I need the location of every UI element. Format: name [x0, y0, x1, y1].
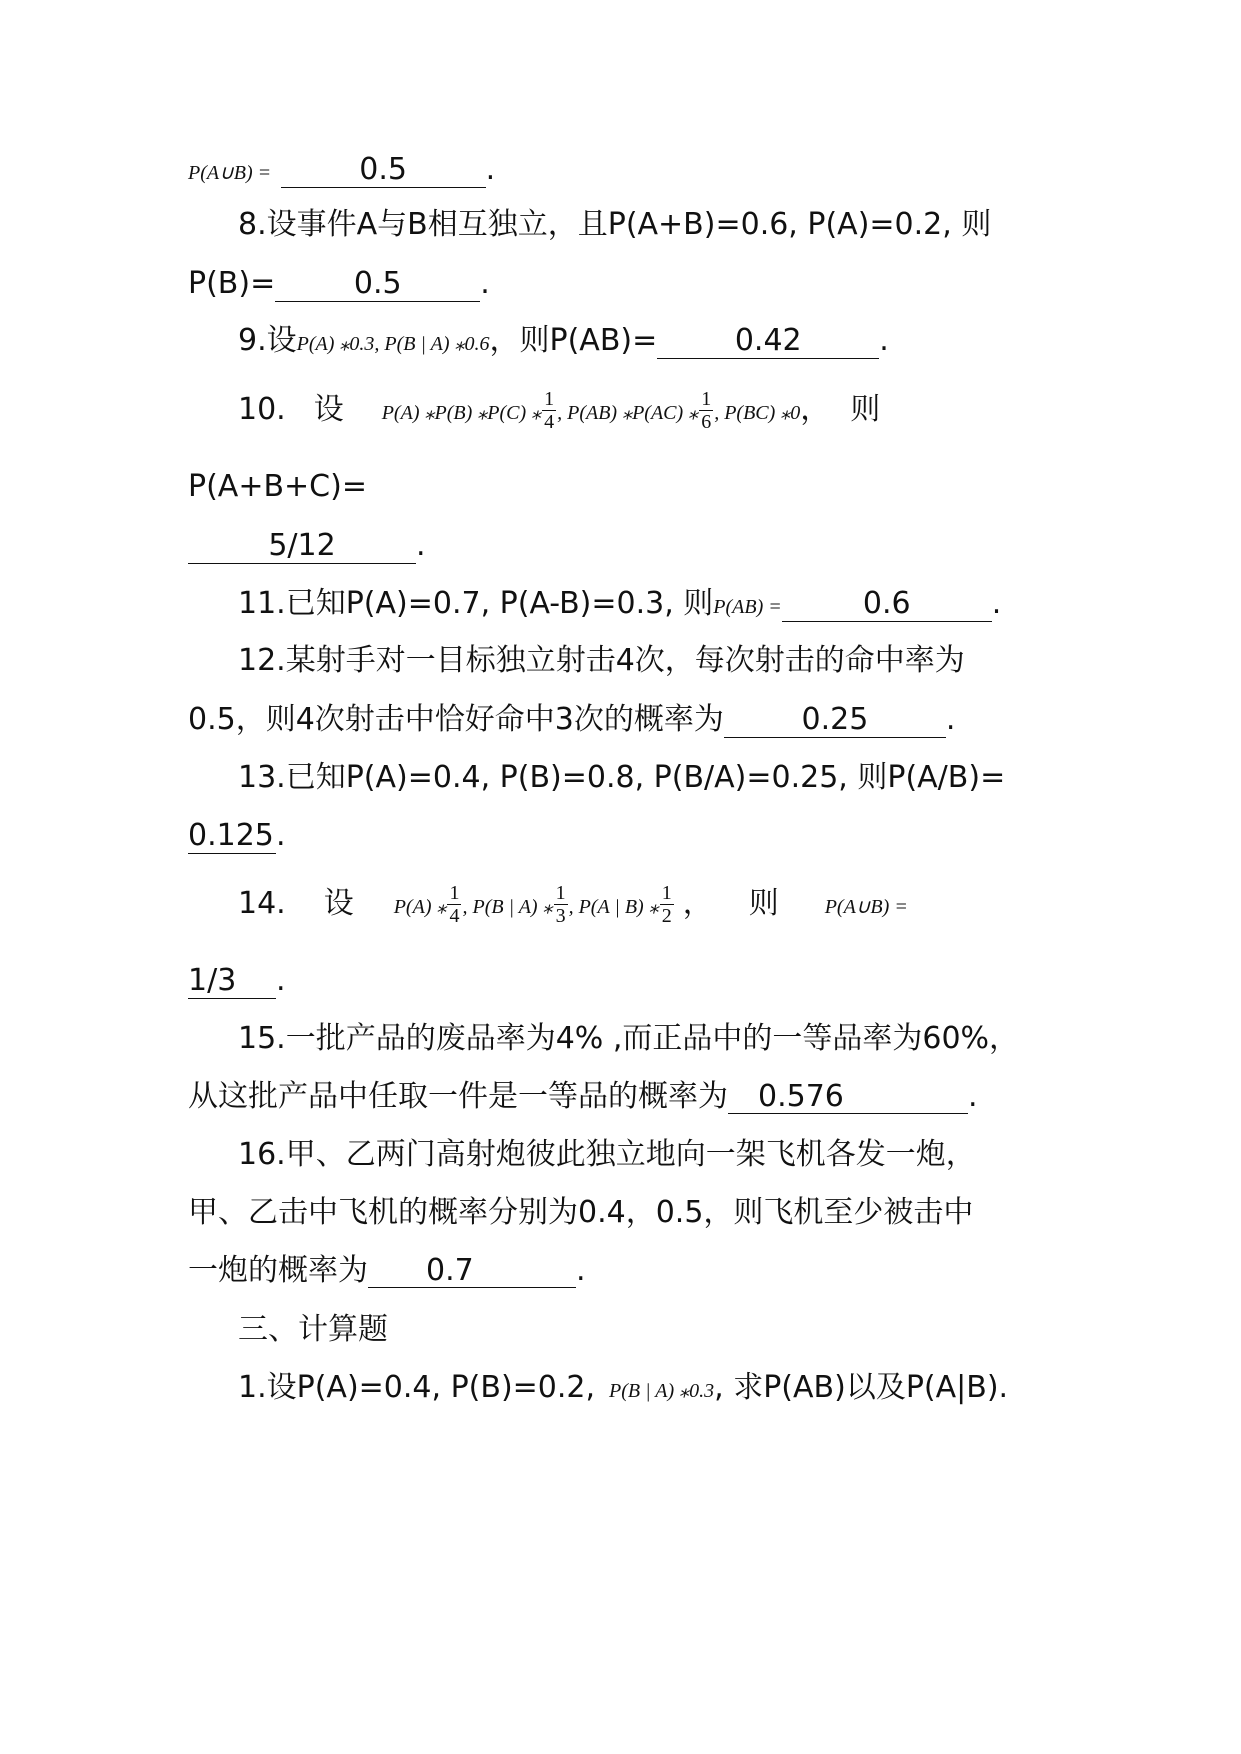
answer-text: 0.7 — [426, 1253, 474, 1288]
question-13-answer-line — [188, 816, 286, 856]
period: . — [485, 152, 496, 187]
answer-blank — [728, 1080, 968, 1114]
she-text: 设 — [323, 886, 354, 921]
answer-blank — [368, 1254, 576, 1288]
answer-text: 5/12 — [268, 528, 336, 563]
question-16-text-2: 甲、乙击中飞机的概率分别为0.4，0.5，则飞机至少被击中 — [188, 1195, 974, 1230]
question-15-answer-line — [188, 1077, 978, 1117]
question-number: 14. — [238, 886, 286, 921]
question-12-text: 12.某射手对一目标独立射击4次，每次射击的命中率为 — [238, 643, 965, 678]
fraction: $\frac{1}{6}$ — [701, 388, 712, 433]
suffix: , 求P(AB)以及P(A|B). — [714, 1370, 1009, 1405]
answer-blank — [275, 267, 480, 302]
formula: P(AB) = — [713, 596, 782, 618]
answer-blank — [657, 324, 879, 359]
answer-blank — [281, 153, 486, 188]
formula: P(B | A) ⁎0.3 — [609, 1380, 715, 1402]
prefix: 从这批产品中任取一件是一等品的概率为 — [188, 1079, 728, 1114]
fraction: $\frac{1}{4}$ — [544, 388, 555, 433]
question-7-answer-line — [188, 150, 495, 193]
answer-text: 1/3 — [188, 963, 237, 998]
question-14-answer-line — [188, 961, 286, 1001]
question-16-text: 16.甲、乙两门高射炮彼此独立地向一架飞机各发一炮， — [238, 1137, 976, 1172]
fraction: $\frac{1}{4}$ — [449, 882, 460, 927]
period: . — [945, 702, 956, 737]
answer-text: 0.6 — [862, 586, 911, 621]
prefix: 11.已知P(A)=0.7, P(A-B)=0.3, 则 — [238, 586, 714, 621]
question-14-line — [238, 882, 908, 927]
prefix: P(B)= — [188, 266, 276, 301]
answer-blank — [188, 529, 416, 564]
question-10-answer-line — [188, 526, 426, 566]
answer-blank — [188, 819, 276, 854]
question-10-line — [238, 388, 880, 433]
prefix: 一炮的概率为 — [188, 1253, 368, 1288]
period: . — [576, 1253, 586, 1288]
comma: ， — [682, 886, 713, 921]
answer-text: 0.5 — [359, 152, 408, 187]
question-15-text: 15.一批产品的废品率为4% ,而正品中的一等品率为60%， — [238, 1021, 1020, 1056]
formula: P(A∪B) = — [824, 896, 908, 918]
question-number: 10. — [238, 392, 286, 427]
period: . — [480, 266, 490, 301]
fraction: $\frac{1}{2}$ — [661, 882, 672, 927]
formula: P(A) ⁎0.3, P(B | A) ⁎0.6 — [296, 333, 490, 355]
question-13-text: 13.已知P(A)=0.4, P(B)=0.8, P(B/A)=0.25, 则P(A/B)= — [238, 760, 1006, 795]
formula: , P(A | B) ⁎ — [568, 896, 659, 918]
question-16-answer-line — [188, 1251, 586, 1291]
question-8-answer-line — [188, 264, 490, 304]
period: . — [276, 963, 286, 998]
formula: P(A) ⁎ — [393, 896, 447, 918]
formula: , P(BC) ⁎0 — [714, 402, 801, 424]
answer-text: 0.5 — [353, 266, 402, 301]
mid-text: ，则P(AB)= — [489, 323, 658, 358]
prefix: 0.5，则4次射击中恰好命中3次的概率为 — [188, 702, 724, 737]
question-9-line — [238, 321, 889, 364]
period: . — [416, 528, 426, 563]
question-8-text: 8.设事件A与B相互独立，且P(A+B)=0.6, P(A)=0.2, 则 — [238, 207, 992, 242]
question-12-answer-line — [188, 700, 955, 740]
answer-blank — [782, 587, 992, 622]
period: . — [879, 323, 889, 358]
fraction: $\frac{1}{3}$ — [555, 882, 566, 927]
ze-text: 则 — [850, 392, 881, 427]
question-number: 9.设 — [238, 323, 297, 358]
ze-text: 则 — [748, 886, 779, 921]
answer-blank — [188, 964, 276, 999]
question-10-expression: P(A+B+C)= — [188, 469, 367, 504]
comma: ， — [800, 392, 831, 427]
she-text: 设 — [313, 392, 344, 427]
answer-text: 0.125 — [188, 818, 274, 853]
section-heading: 三、计算题 — [238, 1312, 388, 1347]
answer-text: 0.42 — [734, 323, 802, 358]
formula: , P(B | A) ⁎ — [462, 896, 553, 918]
answer-blank — [724, 703, 946, 738]
calc-question-1 — [238, 1368, 1008, 1411]
prefix: 1.设P(A)=0.4, P(B)=0.2, — [238, 1370, 596, 1405]
answer-text: 0.576 — [758, 1079, 844, 1114]
period: . — [968, 1079, 978, 1114]
formula: P(A∪B) = — [188, 162, 272, 184]
question-11-line — [238, 584, 1001, 627]
period: . — [276, 818, 286, 853]
formula: , P(AB) ⁎P(AC) ⁎ — [557, 402, 699, 424]
period: . — [991, 586, 1002, 621]
answer-text: 0.25 — [801, 702, 869, 737]
formula: P(A) ⁎P(B) ⁎P(C) ⁎ — [381, 402, 542, 424]
